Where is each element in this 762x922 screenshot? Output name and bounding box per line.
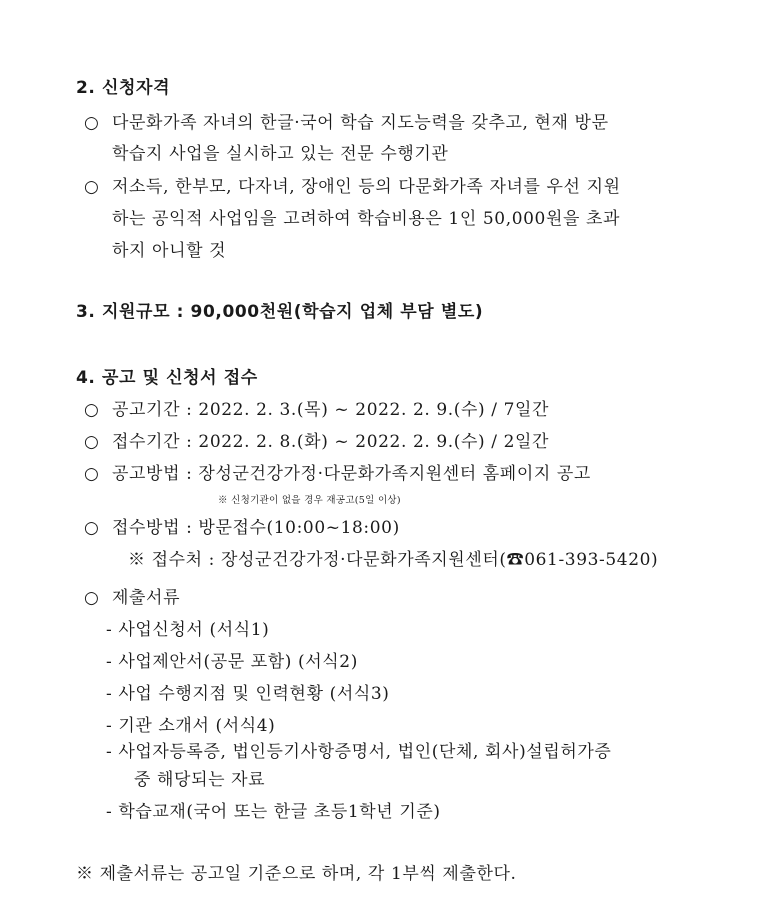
eligibility-item-1-line-1: 다문화가족 자녀의 한글·국어 학습 지도능력을 갖추고, 현재 방문 (112, 113, 609, 133)
documents-title: 제출서류 (112, 588, 181, 608)
announce-period-text: 공고기간 : 2022. 2. 3.(목) ~ 2022. 2. 9.(수) / 7일간 (112, 400, 550, 420)
document-item-6: - 학습교재(국어 또는 한글 초등1학년 기준) (106, 802, 441, 822)
announce-method-bullet: ○ (84, 464, 100, 484)
receipt-method-bullet: ○ (84, 518, 100, 538)
eligibility-bullet-1: ○ (84, 113, 100, 133)
eligibility-item-2-line-2: 하는 공익적 사업임을 고려하여 학습비용은 1인 50,000원을 초과 (112, 209, 621, 229)
announce-method-text: 공고방법 : 장성군건강가정·다문화가족지원센터 홈페이지 공고 (112, 464, 591, 484)
receipt-method-text: 접수방법 : 방문접수(10:00~18:00) (112, 518, 400, 538)
document-item-3: - 사업 수행지점 및 인력현황 (서식3) (106, 684, 390, 704)
document-item-5: - 사업자등록증, 법인등기사항증명서, 법인(단체, 회사)설립허가증 (106, 742, 612, 762)
eligibility-item-2-line-1: 저소득, 한부모, 다자녀, 장애인 등의 다문화가족 자녀를 우선 지원 (112, 177, 621, 197)
announce-note: ※ 신청기관이 없을 경우 재공고(5일 이상) (218, 495, 401, 506)
section-2-heading: 2. 신청자격 (76, 78, 171, 98)
documents-bullet: ○ (84, 588, 100, 608)
receipt-period-bullet: ○ (84, 432, 100, 452)
document-item-1: - 사업신청서 (서식1) (106, 620, 270, 640)
eligibility-item-2-line-3: 하지 아니할 것 (112, 241, 227, 261)
announce-period-bullet: ○ (84, 400, 100, 420)
receipt-period-text: 접수기간 : 2022. 2. 8.(화) ~ 2022. 2. 9.(수) / 2일간 (112, 432, 550, 452)
eligibility-item-1-line-2: 학습지 사업을 실시하고 있는 전문 수행기관 (112, 144, 449, 164)
document-item-4: - 기관 소개서 (서식4) (106, 716, 276, 736)
footer-note: ※ 제출서류는 공고일 기준으로 하며, 각 1부씩 제출한다. (76, 864, 517, 884)
section-4-heading: 4. 공고 및 신청서 접수 (76, 368, 258, 388)
eligibility-bullet-2: ○ (84, 177, 100, 197)
document-item-5-continued: 중 해당되는 자료 (134, 770, 266, 790)
receipt-place: ※ 접수처 : 장성군건강가정·다문화가족지원센터(☎061-393-5420) (128, 550, 659, 570)
document-item-2: - 사업제안서(공문 포함) (서식2) (106, 652, 358, 672)
section-3-heading: 3. 지원규모 : 90,000천원(학습지 업체 부담 별도) (76, 302, 484, 322)
